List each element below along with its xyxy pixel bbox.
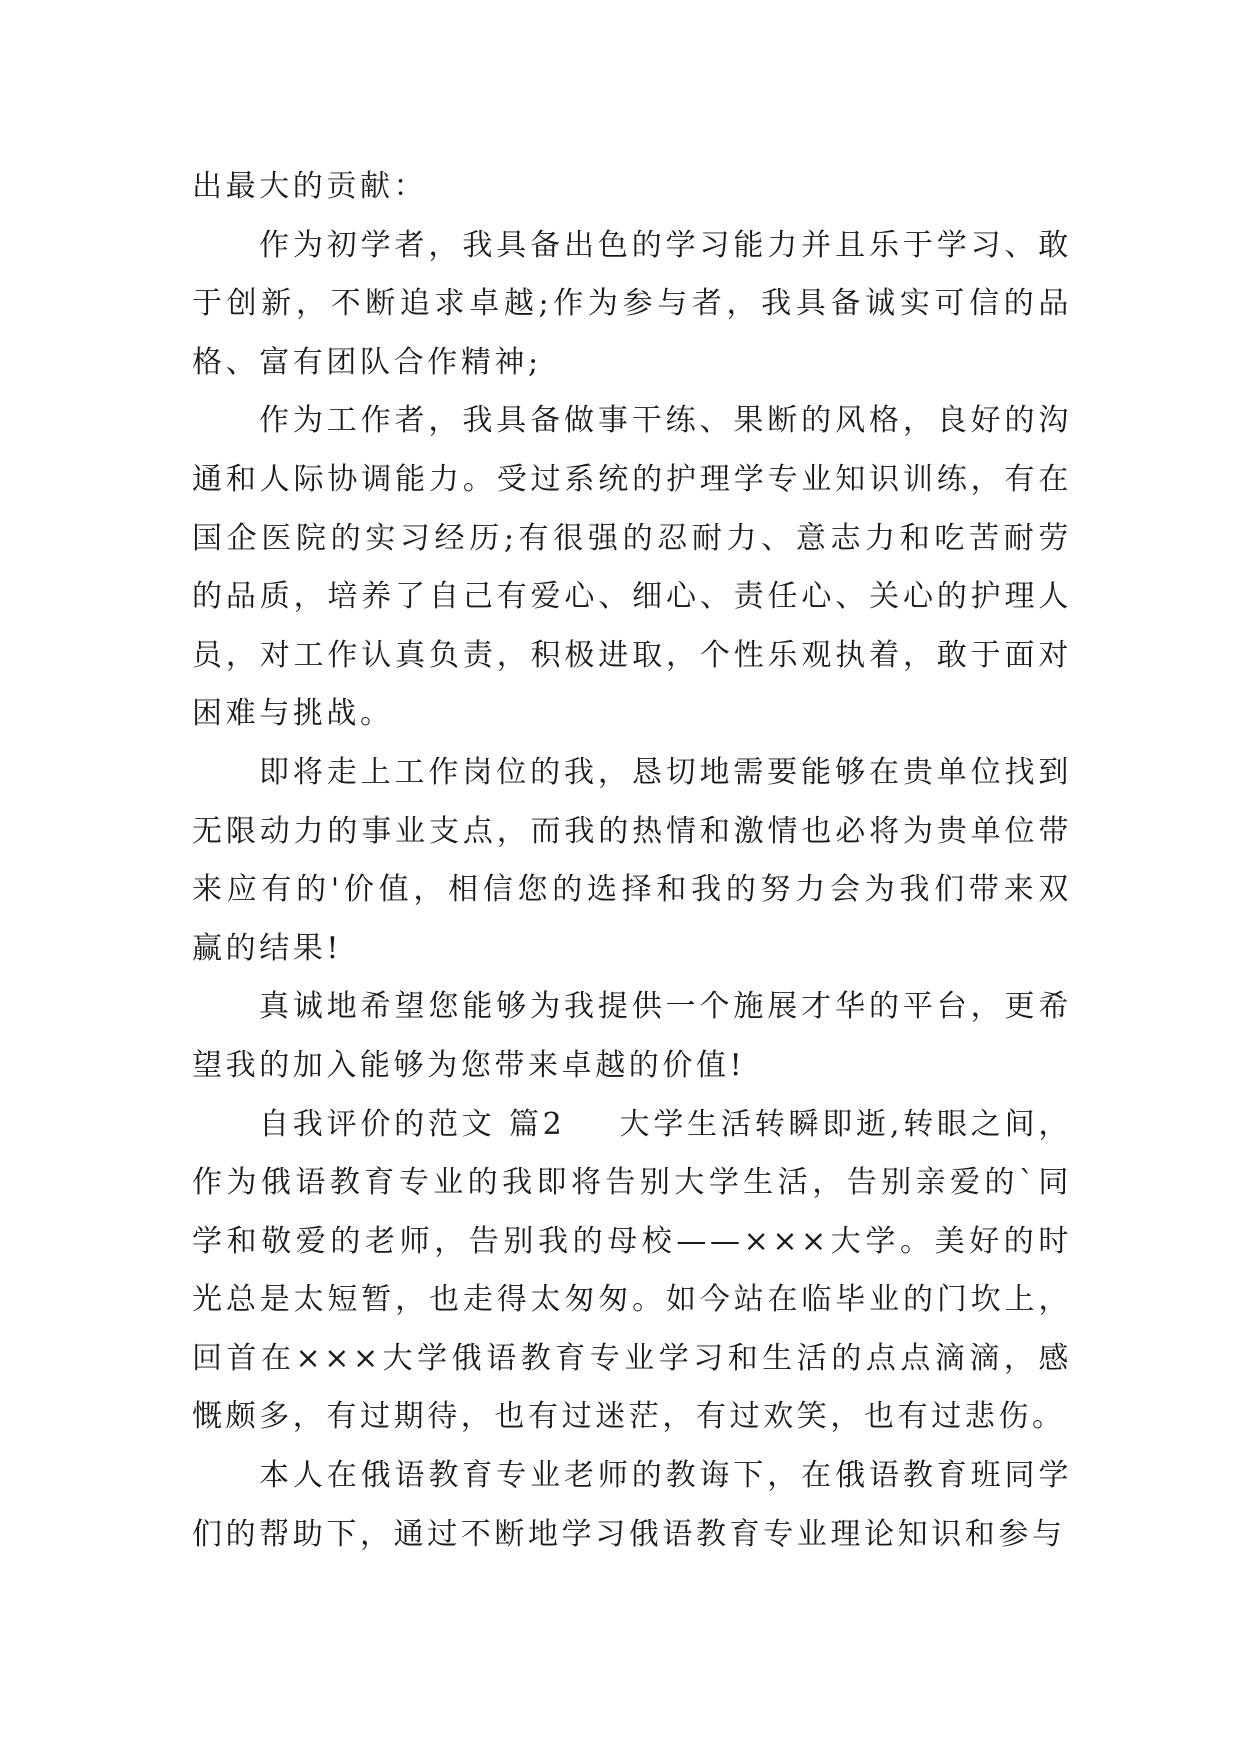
paragraph-section-2 [192,1096,1072,1448]
section-text: 大学生活转瞬即逝,转眼之间，作为俄语教育专业的我即将告别大学生活，告别亲爱的`同学和敬爱的老师，告别我的母校——×××大学。美好的时光总是太短暂，也走得太匆匆。如今站在临毕业的门坎上，回首在×××大学俄语教育专业学习和生活的点点滴滴，感慨颇多，有过期待，也有过迷茫，有过欢笑，也有过悲伤。 [192,1106,1072,1435]
paragraph-contribution: 出最大的贡献： [192,169,428,204]
document-body [192,158,1072,1564]
section-heading: 自我评价的范文 篇2 [259,1106,566,1142]
paragraph-future-job: 即将走上工作岗位的我，恳切地需要能够在贵单位找到无限动力的事业支点，而我的热情和激情也必将为贵单位带来应有的'价值，相信您的选择和我的努力会为我们带来双赢的结果! [192,754,1072,966]
paragraph-closing: 本人在俄语教育专业老师的教诲下，在俄语教育班同学们的帮助下，通过不断地学习俄语教育专业理论知识和参与 [192,1458,1072,1552]
paragraph-sincere-hope: 真诚地希望您能够为我提供一个施展才华的平台，更希望我的加入能够为您带来卓越的价值! [192,989,1072,1083]
paragraph-worker: 作为工作者，我具备做事干练、果断的风格，良好的沟通和人际协调能力。受过系统的护理学专业知识训练，有在国企医院的实习经历;有很强的忍耐力、意志力和吃苦耐劳的品质，培养了自己有爱心、细心、责任心、关心的护理人员，对工作认真负责，积极进取，个性乐观执着，敢于面对困难与挑战。 [192,403,1072,732]
paragraph-learner: 作为初学者，我具备出色的学习能力并且乐于学习、敢于创新，不断追求卓越;作为参与者，我具备诚实可信的品格、富有团队合作精神; [192,227,1072,380]
